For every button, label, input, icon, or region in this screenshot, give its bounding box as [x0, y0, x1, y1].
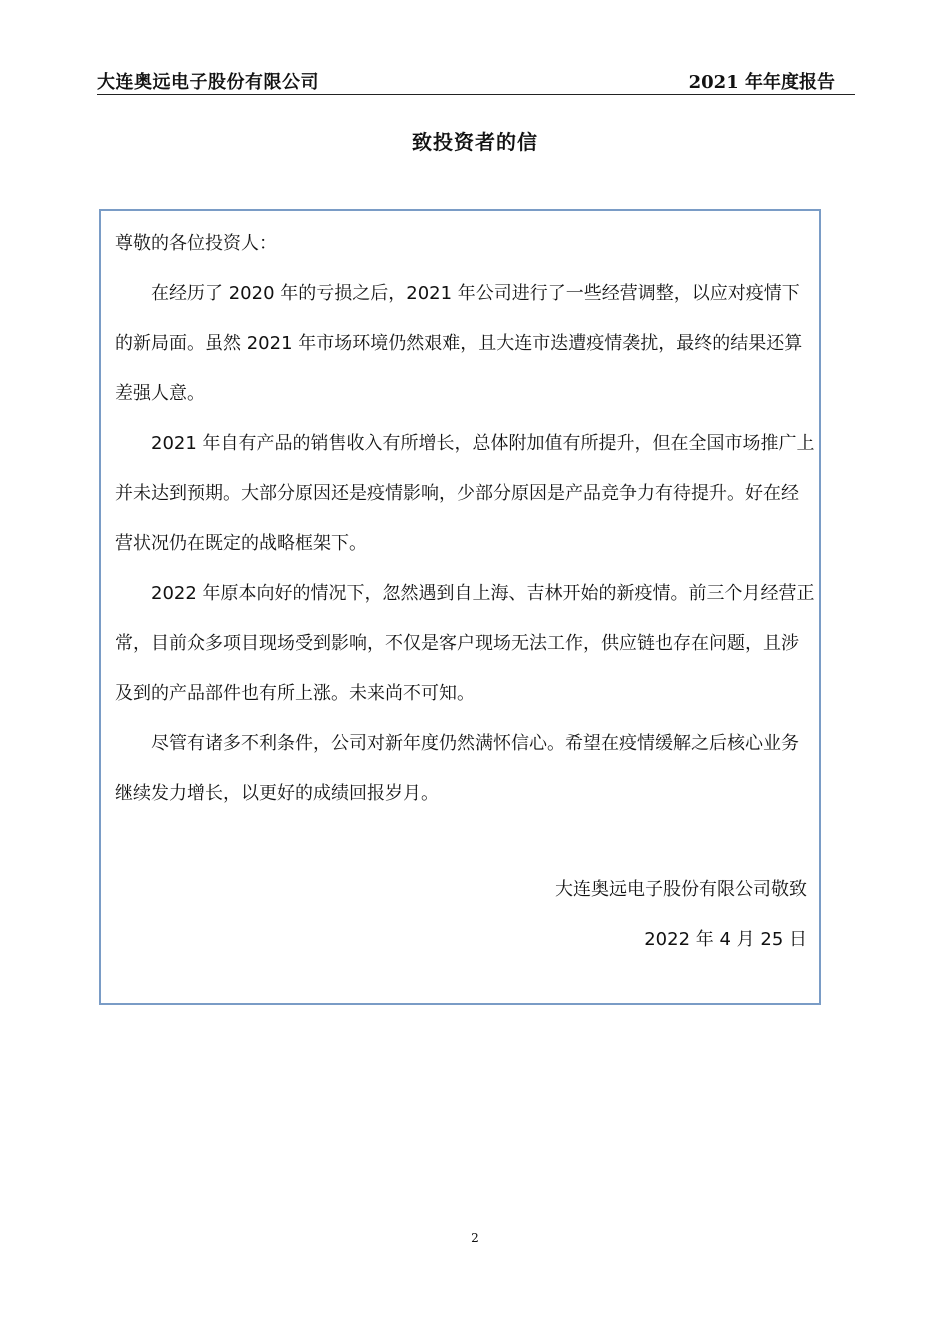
header-company-name: 大连奥远电子股份有限公司 — [97, 72, 319, 93]
letter-paragraph-4: 尽管有诸多不利条件，公司对新年度仍然满怀信心。希望在疫情缓解之后核心业务继续发力增长，以更好的成绩回报岁月。 — [115, 733, 799, 804]
letter-paragraph-2: 2021 年自有产品的销售收入有所增长，总体附加值有所提升，但在全国市场推广上并未达到预期。大部分原因还是疫情影响，少部分原因是产品竞争力有待提升。好在经营状况仍在既定的战略框架下。 — [115, 433, 815, 554]
page-number: 2 — [471, 1231, 479, 1245]
letter-date: 2022 年 4 月 25 日 — [644, 929, 807, 950]
letter-box — [99, 209, 821, 1005]
letter-paragraph-3: 2022 年原本向好的情况下，忽然遇到自上海、吉林开始的新疫情。前三个月经营正常，目前众多项目现场受到影响，不仅是客户现场无法工作，供应链也存在问题，且涉及到的产品部件也有所上涨。未来尚不可知。 — [115, 583, 815, 704]
letter-signature: 大连奥远电子股份有限公司敬致 — [555, 879, 807, 900]
page-title: 致投资者的信 — [412, 130, 538, 154]
page-header — [97, 66, 855, 95]
header-report-title: 2021 年年度报告 — [688, 72, 835, 93]
letter-paragraph-1: 在经历了 2020 年的亏损之后，2021 年公司进行了一些经营调整，以应对疫情下的新局面。虽然 2021 年市场环境仍然艰难，且大连市迭遭疫情袭扰，最终的结果还算差强人意。 — [115, 283, 803, 404]
letter-salutation: 尊敬的各位投资人： — [115, 233, 277, 254]
